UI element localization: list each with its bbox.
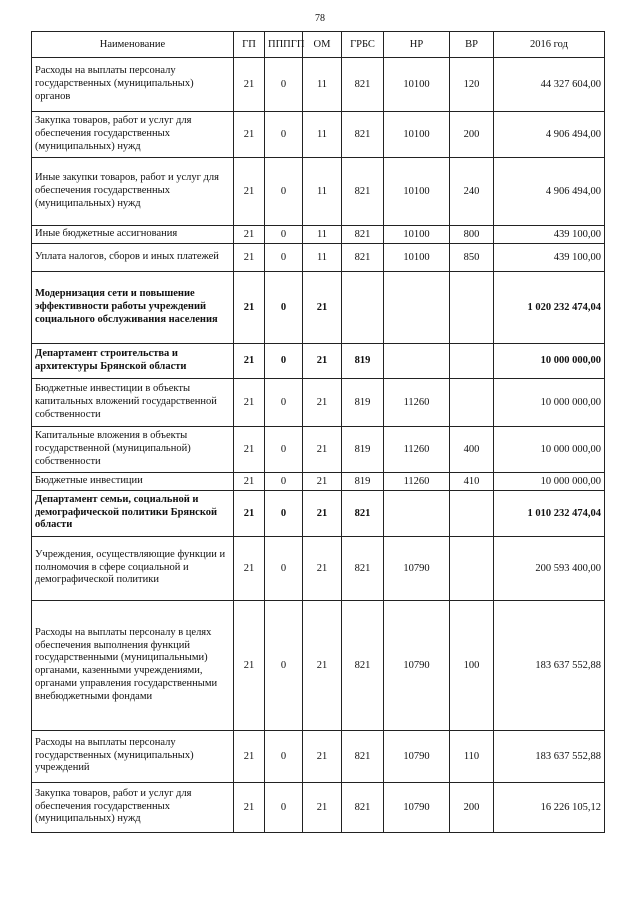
cell-nr: 11260	[384, 472, 450, 490]
cell-pgp: 0	[265, 536, 303, 600]
cell-vr: 410	[450, 472, 494, 490]
table-row	[32, 472, 605, 490]
table-row	[32, 730, 605, 782]
cell-om: 11	[303, 112, 342, 158]
cell-name: Расходы на выплаты персоналу государственных (муниципальных) учреждений	[32, 730, 234, 782]
table-header	[32, 32, 605, 58]
table-row	[32, 426, 605, 472]
cell-vr: 110	[450, 730, 494, 782]
table-row	[32, 490, 605, 536]
cell-gp: 21	[234, 243, 265, 271]
cell-gp: 21	[234, 343, 265, 378]
cell-pgp: 0	[265, 426, 303, 472]
cell-name: Модернизация сети и повышение эффективности работы учреждений социального обслуживания населения	[32, 271, 234, 343]
table-row	[32, 343, 605, 378]
cell-nr: 11260	[384, 426, 450, 472]
cell-gp: 21	[234, 378, 265, 426]
table-row	[32, 271, 605, 343]
cell-name: Закупка товаров, работ и услуг для обеспечения государственных (муниципальных) нужд	[32, 782, 234, 832]
cell-pgp: 0	[265, 58, 303, 112]
cell-grbs: 819	[342, 426, 384, 472]
table-row	[32, 158, 605, 226]
cell-grbs: 821	[342, 600, 384, 730]
cell-om: 21	[303, 343, 342, 378]
cell-om: 11	[303, 158, 342, 226]
cell-vr: 800	[450, 226, 494, 244]
table-row	[32, 536, 605, 600]
cell-vr: 100	[450, 600, 494, 730]
cell-nr: 10790	[384, 600, 450, 730]
cell-om: 21	[303, 490, 342, 536]
cell-vr	[450, 271, 494, 343]
cell-amount: 10 000 000,00	[494, 378, 605, 426]
cell-vr	[450, 490, 494, 536]
cell-pgp: 0	[265, 472, 303, 490]
table-row	[32, 58, 605, 112]
header-nr: НР	[384, 32, 450, 58]
cell-om: 21	[303, 730, 342, 782]
cell-om: 11	[303, 226, 342, 244]
cell-gp: 21	[234, 226, 265, 244]
cell-amount: 10 000 000,00	[494, 343, 605, 378]
cell-nr	[384, 343, 450, 378]
cell-amount: 439 100,00	[494, 226, 605, 244]
header-om: ОМ	[303, 32, 342, 58]
cell-nr: 10790	[384, 730, 450, 782]
cell-grbs: 821	[342, 158, 384, 226]
cell-grbs: 821	[342, 226, 384, 244]
cell-nr: 10100	[384, 58, 450, 112]
cell-amount: 183 637 552,88	[494, 730, 605, 782]
cell-pgp: 0	[265, 343, 303, 378]
cell-amount: 1 010 232 474,04	[494, 490, 605, 536]
cell-gp: 21	[234, 271, 265, 343]
cell-grbs: 821	[342, 782, 384, 832]
cell-nr: 10100	[384, 226, 450, 244]
cell-gp: 21	[234, 782, 265, 832]
cell-amount: 10 000 000,00	[494, 426, 605, 472]
header-vr: ВР	[450, 32, 494, 58]
cell-nr: 10100	[384, 112, 450, 158]
cell-grbs: 821	[342, 730, 384, 782]
table-row	[32, 378, 605, 426]
cell-nr: 10100	[384, 158, 450, 226]
table-row	[32, 112, 605, 158]
cell-name: Капитальные вложения в объекты государственной (муниципальной) собственности	[32, 426, 234, 472]
cell-pgp: 0	[265, 600, 303, 730]
cell-vr: 850	[450, 243, 494, 271]
cell-name: Бюджетные инвестиции	[32, 472, 234, 490]
cell-name: Иные закупки товаров, работ и услуг для обеспечения государственных (муниципальных) нужд	[32, 158, 234, 226]
cell-vr: 200	[450, 112, 494, 158]
cell-gp: 21	[234, 426, 265, 472]
cell-nr: 10790	[384, 536, 450, 600]
cell-grbs: 821	[342, 112, 384, 158]
cell-name: Расходы на выплаты персоналу государственных (муниципальных) органов	[32, 58, 234, 112]
cell-gp: 21	[234, 730, 265, 782]
header-name: Наименование	[32, 32, 234, 58]
table-row	[32, 226, 605, 244]
cell-grbs: 821	[342, 490, 384, 536]
header-row	[32, 32, 605, 58]
cell-amount: 200 593 400,00	[494, 536, 605, 600]
cell-nr: 10790	[384, 782, 450, 832]
cell-om: 21	[303, 378, 342, 426]
cell-gp: 21	[234, 112, 265, 158]
cell-vr	[450, 536, 494, 600]
cell-name: Департамент семьи, социальной и демографической политики Брянской области	[32, 490, 234, 536]
cell-grbs: 819	[342, 343, 384, 378]
cell-amount: 4 906 494,00	[494, 158, 605, 226]
cell-nr: 11260	[384, 378, 450, 426]
cell-vr: 120	[450, 58, 494, 112]
cell-vr: 200	[450, 782, 494, 832]
cell-name: Уплата налогов, сборов и иных платежей	[32, 243, 234, 271]
cell-vr	[450, 343, 494, 378]
cell-om: 21	[303, 782, 342, 832]
cell-pgp: 0	[265, 730, 303, 782]
cell-om: 21	[303, 426, 342, 472]
cell-grbs: 821	[342, 243, 384, 271]
cell-pgp: 0	[265, 226, 303, 244]
cell-gp: 21	[234, 600, 265, 730]
cell-gp: 21	[234, 158, 265, 226]
cell-name: Расходы на выплаты персоналу в целях обеспечения выполнения функций государственными (муниципальными) органами, казенными учреждениями, органами управления государственными внебюджетными фондами	[32, 600, 234, 730]
cell-amount: 439 100,00	[494, 243, 605, 271]
cell-om: 21	[303, 536, 342, 600]
header-pgp: ПППГП	[265, 32, 303, 58]
cell-om: 21	[303, 600, 342, 730]
cell-pgp: 0	[265, 271, 303, 343]
cell-om: 11	[303, 58, 342, 112]
header-grbs: ГРБС	[342, 32, 384, 58]
cell-om: 21	[303, 271, 342, 343]
cell-gp: 21	[234, 536, 265, 600]
cell-amount: 1 020 232 474,04	[494, 271, 605, 343]
cell-nr	[384, 271, 450, 343]
cell-amount: 10 000 000,00	[494, 472, 605, 490]
cell-name: Закупка товаров, работ и услуг для обеспечения государственных (муниципальных) нужд	[32, 112, 234, 158]
cell-amount: 183 637 552,88	[494, 600, 605, 730]
cell-amount: 4 906 494,00	[494, 112, 605, 158]
cell-gp: 21	[234, 58, 265, 112]
cell-pgp: 0	[265, 112, 303, 158]
cell-vr: 240	[450, 158, 494, 226]
cell-vr	[450, 378, 494, 426]
cell-nr: 10100	[384, 243, 450, 271]
cell-gp: 21	[234, 490, 265, 536]
cell-grbs: 819	[342, 378, 384, 426]
cell-grbs	[342, 271, 384, 343]
page-number: 78	[315, 13, 325, 24]
cell-amount: 44 327 604,00	[494, 58, 605, 112]
table-row	[32, 782, 605, 832]
cell-amount: 16 226 105,12	[494, 782, 605, 832]
cell-grbs: 819	[342, 472, 384, 490]
table-row	[32, 243, 605, 271]
cell-pgp: 0	[265, 243, 303, 271]
cell-pgp: 0	[265, 158, 303, 226]
cell-nr	[384, 490, 450, 536]
header-year: 2016 год	[494, 32, 605, 58]
budget-table	[31, 31, 605, 833]
cell-pgp: 0	[265, 490, 303, 536]
cell-pgp: 0	[265, 378, 303, 426]
table-row	[32, 600, 605, 730]
cell-name: Иные бюджетные ассигнования	[32, 226, 234, 244]
cell-pgp: 0	[265, 782, 303, 832]
cell-name: Учреждения, осуществляющие функции и полномочия в сфере социальной и демографической политики	[32, 536, 234, 600]
cell-om: 21	[303, 472, 342, 490]
cell-om: 11	[303, 243, 342, 271]
header-gp: ГП	[234, 32, 265, 58]
cell-vr: 400	[450, 426, 494, 472]
cell-name: Бюджетные инвестиции в объекты капитальных вложений государственной собственности	[32, 378, 234, 426]
cell-gp: 21	[234, 472, 265, 490]
cell-grbs: 821	[342, 536, 384, 600]
cell-name: Департамент строительства и архитектуры Брянской области	[32, 343, 234, 378]
table-body	[32, 58, 605, 833]
cell-grbs: 821	[342, 58, 384, 112]
